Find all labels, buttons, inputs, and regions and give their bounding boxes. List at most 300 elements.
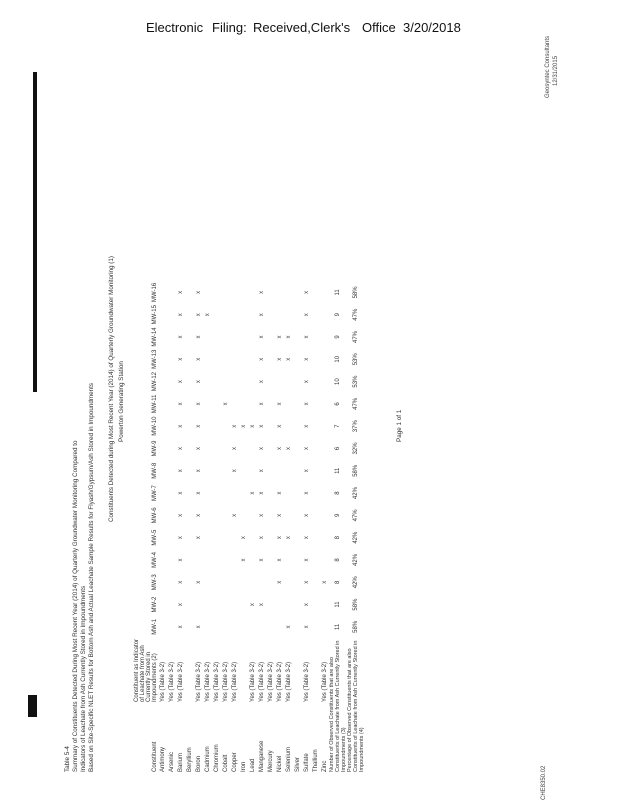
- detection-cell: [230, 393, 239, 415]
- detection-cell: x: [177, 357, 184, 361]
- detection-cell: [293, 616, 302, 638]
- detection-cell: x: [177, 313, 184, 317]
- detection-cell: x: [276, 558, 283, 562]
- summary-row-count: [329, 281, 347, 772]
- detection-cell: [293, 504, 302, 526]
- detection-cell: [293, 281, 302, 303]
- summary-count-cell: 8: [335, 536, 341, 540]
- detection-cell: x: [195, 313, 202, 317]
- summary-percent-cell: 53%: [353, 353, 359, 366]
- detection-cell: x: [285, 625, 292, 629]
- detection-cell: [239, 370, 248, 392]
- table-group-header: Constituents Detected during Most Recent Year (2014) of Quarterly Groundwater Monitoring (1): [108, 255, 115, 522]
- summary-percent-cell: 42%: [353, 487, 359, 500]
- constituent-name: Lead: [249, 758, 256, 772]
- detection-cell: [221, 571, 230, 593]
- indicator-cell: Yes (Table 3-2): [321, 661, 328, 702]
- constituent-name: Barium: [177, 752, 184, 772]
- well-header: MW-15: [152, 305, 158, 325]
- detection-cell: x: [303, 335, 310, 339]
- detection-cell: [266, 281, 275, 303]
- table-row: [185, 281, 194, 772]
- detection-cell: [311, 437, 320, 459]
- detection-cell: x: [195, 491, 202, 495]
- detection-cell: [239, 348, 248, 370]
- detection-cell: [284, 460, 293, 482]
- detection-cell: x: [177, 290, 184, 294]
- detection-cell: x: [195, 513, 202, 517]
- detection-cell: [158, 549, 167, 571]
- well-header: MW-6: [152, 507, 158, 524]
- detection-cell: [158, 437, 167, 459]
- filing-header: [0, 20, 618, 38]
- detection-cell: [158, 393, 167, 415]
- detection-cell: [311, 326, 320, 348]
- summary-count-cell: 9: [335, 513, 341, 518]
- detection-cell: [248, 304, 257, 326]
- detection-cell: [293, 326, 302, 348]
- detection-cell: [212, 482, 221, 504]
- detection-cell: x: [276, 580, 283, 584]
- detection-cell: x: [276, 536, 283, 540]
- detection-cell: [185, 393, 194, 415]
- detection-cell: [239, 281, 248, 303]
- detection-cell: [203, 415, 212, 437]
- detection-cell: [248, 437, 257, 459]
- constituent-name: Arsenic: [168, 751, 175, 772]
- detection-cell: [266, 326, 275, 348]
- detection-cell: [266, 593, 275, 615]
- detection-cell: [311, 593, 320, 615]
- constituent-name: Iron: [240, 761, 247, 772]
- detection-cell: [185, 326, 194, 348]
- detection-cell: [284, 549, 293, 571]
- detection-cell: [257, 571, 266, 593]
- detection-cell: [320, 348, 329, 370]
- detection-cell: [158, 370, 167, 392]
- summary-count-cell: 8: [335, 580, 341, 584]
- detection-cell: x: [258, 380, 265, 384]
- constituent-name: Silver: [294, 756, 301, 772]
- detection-cell: [221, 348, 230, 370]
- detection-cell: [266, 460, 275, 482]
- detection-cell: [185, 460, 194, 482]
- detection-cell: x: [258, 513, 265, 517]
- detection-cell: x: [177, 335, 184, 339]
- detection-cell: [275, 281, 284, 303]
- constituent-name: Cobalt: [222, 754, 229, 772]
- detection-cell: [203, 393, 212, 415]
- detection-cell: [257, 616, 266, 638]
- table-row: [167, 281, 176, 772]
- indicator-cell: Yes (Table 3-2): [285, 661, 292, 702]
- indicator-cell: [185, 638, 194, 702]
- detection-cell: [275, 616, 284, 638]
- detection-cell: x: [276, 513, 283, 517]
- detection-cell: [266, 415, 275, 437]
- detection-cell: x: [285, 536, 292, 540]
- detection-cell: x: [258, 290, 265, 294]
- detection-cell: x: [276, 491, 283, 495]
- indicator-cell: [239, 638, 248, 702]
- summary-count-cell: 6: [335, 446, 341, 451]
- well-header: MW-14: [152, 327, 158, 347]
- summary-count-cell: 6: [335, 402, 341, 406]
- detection-cell: [212, 616, 221, 638]
- detection-cell: x: [303, 313, 310, 317]
- detection-cell: [158, 504, 167, 526]
- detection-cell: [185, 616, 194, 638]
- detection-cell: [158, 571, 167, 593]
- table-row: [275, 281, 284, 772]
- detection-cell: [185, 281, 194, 303]
- detection-cell: [311, 393, 320, 415]
- detection-cell: x: [276, 357, 283, 361]
- scan-edge-mark: [33, 72, 37, 392]
- detection-cell: [158, 348, 167, 370]
- detection-cell: [167, 370, 176, 392]
- detection-cell: x: [195, 625, 202, 629]
- constituent-name: Nickel: [276, 755, 283, 772]
- summary-count-cell: 8: [335, 558, 341, 562]
- indicator-cell: Yes (Table 3-2): [168, 661, 175, 702]
- detection-cell: [275, 593, 284, 615]
- detection-cell: [203, 549, 212, 571]
- detection-cell: [203, 616, 212, 638]
- detection-cell: [284, 415, 293, 437]
- table-row: [266, 281, 275, 772]
- indicator-cell: Yes (Table 3-2): [159, 661, 166, 702]
- table-number: Table 5-4: [64, 746, 71, 772]
- detection-cell: x: [177, 536, 184, 540]
- summary-percent-label: Percentage of Observed Constituents that are also Constituents of Leachate from Ash Currently Stored in Impoundments (4): [347, 640, 365, 772]
- page-number: Page 1 of 1: [396, 409, 403, 442]
- detection-cell: [212, 460, 221, 482]
- constituent-name: Antimony: [159, 746, 166, 772]
- indicator-cell: Yes (Table 3-2): [231, 661, 238, 702]
- detection-cell: [167, 415, 176, 437]
- detection-cell: [248, 504, 257, 526]
- detection-cell: [185, 571, 194, 593]
- detection-cell: x: [195, 580, 202, 584]
- detection-cell: x: [303, 580, 310, 584]
- detection-cell: [266, 304, 275, 326]
- detection-cell: x: [204, 313, 211, 317]
- detection-cell: [230, 348, 239, 370]
- detection-cell: [212, 571, 221, 593]
- table-row: [284, 281, 293, 772]
- detection-cell: x: [258, 603, 265, 607]
- header-received: Received,Clerk's: [253, 20, 351, 35]
- detection-cell: [293, 593, 302, 615]
- detection-cell: [230, 616, 239, 638]
- detection-cell: x: [195, 536, 202, 540]
- detection-cell: [158, 593, 167, 615]
- detection-cell: [185, 549, 194, 571]
- table-row: [194, 281, 203, 772]
- detection-cell: [212, 593, 221, 615]
- detection-cell: x: [258, 446, 265, 450]
- detection-cell: [158, 482, 167, 504]
- detection-cell: [266, 571, 275, 593]
- detection-cell: [293, 393, 302, 415]
- detection-cell: [239, 460, 248, 482]
- detection-cell: [167, 571, 176, 593]
- detection-cell: x: [249, 603, 256, 607]
- table-row: [158, 281, 167, 772]
- table-header-row: [134, 281, 158, 772]
- detection-cell: [212, 437, 221, 459]
- summary-percent-cell: 47%: [353, 509, 359, 522]
- detection-cell: [266, 437, 275, 459]
- detection-cell: x: [285, 335, 292, 339]
- constituent-name: Mercury: [267, 750, 274, 772]
- well-header: MW-1: [152, 618, 158, 635]
- detection-cell: [221, 527, 230, 549]
- detection-cell: [320, 593, 329, 615]
- indicator-cell: Yes (Table 3-2): [303, 661, 310, 702]
- detection-cell: [311, 281, 320, 303]
- detection-cell: x: [177, 469, 184, 473]
- detection-cell: [320, 326, 329, 348]
- detection-cell: [293, 304, 302, 326]
- detection-cell: [311, 304, 320, 326]
- detection-cell: [221, 437, 230, 459]
- detection-cell: [239, 616, 248, 638]
- detection-cell: [212, 504, 221, 526]
- detection-cell: [239, 437, 248, 459]
- indicator-cell: [311, 638, 320, 702]
- detection-cell: [230, 549, 239, 571]
- detection-cell: [185, 437, 194, 459]
- detection-cell: [248, 616, 257, 638]
- indicator-cell: Yes (Table 3-2): [195, 661, 202, 702]
- detection-cell: [320, 549, 329, 571]
- detection-cell: [167, 616, 176, 638]
- detection-cell: [239, 304, 248, 326]
- constituent-name: Manganese: [258, 740, 265, 772]
- detection-cell: [266, 616, 275, 638]
- detection-cell: [320, 281, 329, 303]
- detection-cell: [221, 326, 230, 348]
- detection-cell: [221, 549, 230, 571]
- detection-cell: [311, 549, 320, 571]
- detection-cell: [185, 504, 194, 526]
- summary-row-percent: [347, 281, 365, 772]
- detection-cell: [230, 482, 239, 504]
- side-note-date: 12/31/2015: [553, 55, 559, 86]
- detection-cell: [212, 549, 221, 571]
- detection-cell: [311, 415, 320, 437]
- detection-cell: [239, 504, 248, 526]
- detection-cell: [230, 304, 239, 326]
- detection-cell: [239, 326, 248, 348]
- summary-percent-cell: 42%: [353, 553, 359, 566]
- detection-cell: [320, 527, 329, 549]
- detection-cell: [320, 393, 329, 415]
- detection-cell: [158, 281, 167, 303]
- table-row: [230, 281, 239, 772]
- detection-cell: x: [177, 603, 184, 607]
- summary-count-cell: 11: [335, 289, 341, 296]
- detection-cell: x: [303, 402, 310, 406]
- indicator-cell: [293, 638, 302, 702]
- header-filing: Filing:: [212, 20, 247, 35]
- detection-cell: x: [195, 469, 202, 473]
- detection-cell: [293, 437, 302, 459]
- table-row: [311, 281, 320, 772]
- summary-count-cell: 11: [335, 467, 341, 474]
- detection-cell: x: [240, 536, 247, 540]
- well-header: MW-10: [152, 416, 158, 436]
- summary-count-cell: 8: [335, 491, 341, 495]
- table-title-line2: Indicators of Leachate from Ash Currently Stored in Impoundments: [80, 585, 87, 772]
- detection-cell: [203, 527, 212, 549]
- table-row: [248, 281, 257, 772]
- detection-cell: [203, 326, 212, 348]
- detection-cell: [203, 437, 212, 459]
- summary-percent-cell: 58%: [353, 620, 359, 633]
- table-row: [176, 281, 185, 772]
- indicator-cell: Yes (Table 3-2): [276, 661, 283, 702]
- detection-cell: [212, 326, 221, 348]
- detection-cell: [248, 549, 257, 571]
- detection-cell: x: [303, 380, 310, 384]
- detection-cell: [320, 370, 329, 392]
- detection-cell: [311, 482, 320, 504]
- detection-cell: [284, 571, 293, 593]
- detection-cell: [284, 281, 293, 303]
- detection-cell: x: [303, 424, 310, 428]
- constituent-table: [134, 281, 365, 772]
- detection-cell: x: [258, 424, 265, 428]
- detection-cell: [212, 370, 221, 392]
- indicator-cell: Yes (Table 3-2): [204, 661, 211, 702]
- detection-cell: [284, 504, 293, 526]
- detection-cell: [221, 370, 230, 392]
- detection-cell: x: [195, 424, 202, 428]
- detection-cell: x: [231, 469, 238, 473]
- detection-cell: [320, 437, 329, 459]
- well-header: MW-13: [152, 349, 158, 369]
- detection-cell: [167, 326, 176, 348]
- indicator-cell: Yes (Table 3-2): [258, 661, 265, 702]
- table-row: [221, 281, 230, 772]
- detection-cell: [221, 504, 230, 526]
- detection-cell: x: [258, 402, 265, 406]
- indicator-cell: Yes (Table 3-2): [177, 661, 184, 702]
- detection-cell: x: [195, 446, 202, 450]
- detection-cell: [221, 593, 230, 615]
- constituent-name: Beryllium: [186, 747, 193, 772]
- summary-count-cell: 11: [335, 623, 341, 630]
- summary-percent-cell: 42%: [353, 576, 359, 589]
- detection-cell: [320, 616, 329, 638]
- detection-cell: [248, 460, 257, 482]
- detection-cell: [167, 437, 176, 459]
- table-row: [302, 281, 311, 772]
- detection-cell: [158, 415, 167, 437]
- detection-cell: [248, 370, 257, 392]
- detection-cell: [158, 527, 167, 549]
- detection-cell: [167, 304, 176, 326]
- detection-cell: [221, 281, 230, 303]
- summary-percent-cell: 37%: [353, 420, 359, 433]
- detection-cell: [248, 326, 257, 348]
- detection-cell: [293, 571, 302, 593]
- detection-cell: x: [258, 491, 265, 495]
- detection-cell: [221, 304, 230, 326]
- detection-cell: [293, 370, 302, 392]
- detection-cell: [320, 482, 329, 504]
- detection-cell: [185, 348, 194, 370]
- detection-cell: [221, 616, 230, 638]
- detection-cell: x: [258, 357, 265, 361]
- detection-cell: [221, 415, 230, 437]
- well-header: MW-9: [152, 440, 158, 457]
- detection-cell: [230, 527, 239, 549]
- detection-cell: [284, 482, 293, 504]
- detection-cell: [167, 393, 176, 415]
- col-indicator-header: Constituent as Indicator of Leachate from Ash Currently Stored in Impoundments (2): [134, 638, 158, 702]
- detection-cell: [212, 348, 221, 370]
- detection-cell: [203, 281, 212, 303]
- detection-cell: x: [177, 580, 184, 584]
- detection-cell: x: [177, 424, 184, 428]
- detection-cell: [230, 281, 239, 303]
- detection-cell: [293, 415, 302, 437]
- detection-cell: x: [303, 469, 310, 473]
- well-header: MW-11: [152, 394, 158, 414]
- summary-percent-cell: 47%: [353, 397, 359, 410]
- detection-cell: x: [258, 335, 265, 339]
- detection-cell: [284, 593, 293, 615]
- summary-percent-cell: 42%: [353, 531, 359, 544]
- table-row: [257, 281, 266, 772]
- constituent-name: Zinc: [321, 760, 328, 772]
- summary-count-cell: 7: [335, 424, 341, 428]
- detection-cell: x: [177, 558, 184, 562]
- detection-cell: [248, 393, 257, 415]
- detection-cell: [185, 527, 194, 549]
- detection-cell: [248, 281, 257, 303]
- detection-cell: x: [177, 380, 184, 384]
- summary-percent-cell: 47%: [353, 330, 359, 343]
- detection-cell: x: [195, 335, 202, 339]
- detection-cell: x: [240, 558, 247, 562]
- table-row: [203, 281, 212, 772]
- detection-cell: [212, 281, 221, 303]
- detection-cell: [239, 571, 248, 593]
- summary-count-cell: 9: [335, 335, 341, 339]
- detection-cell: [311, 527, 320, 549]
- detection-cell: [320, 304, 329, 326]
- detection-cell: [167, 482, 176, 504]
- detection-cell: x: [195, 357, 202, 361]
- table-row: [293, 281, 302, 772]
- detection-cell: [212, 415, 221, 437]
- detection-cell: [266, 549, 275, 571]
- detection-cell: [293, 348, 302, 370]
- constituent-name: Boron: [195, 755, 202, 772]
- summary-percent-cell: 58%: [353, 598, 359, 611]
- constituent-name: Sulfate: [303, 753, 310, 772]
- detection-cell: [248, 527, 257, 549]
- detection-cell: x: [249, 491, 256, 495]
- detection-cell: [266, 482, 275, 504]
- detection-cell: x: [177, 491, 184, 495]
- indicator-cell: Yes (Table 3-2): [213, 661, 220, 702]
